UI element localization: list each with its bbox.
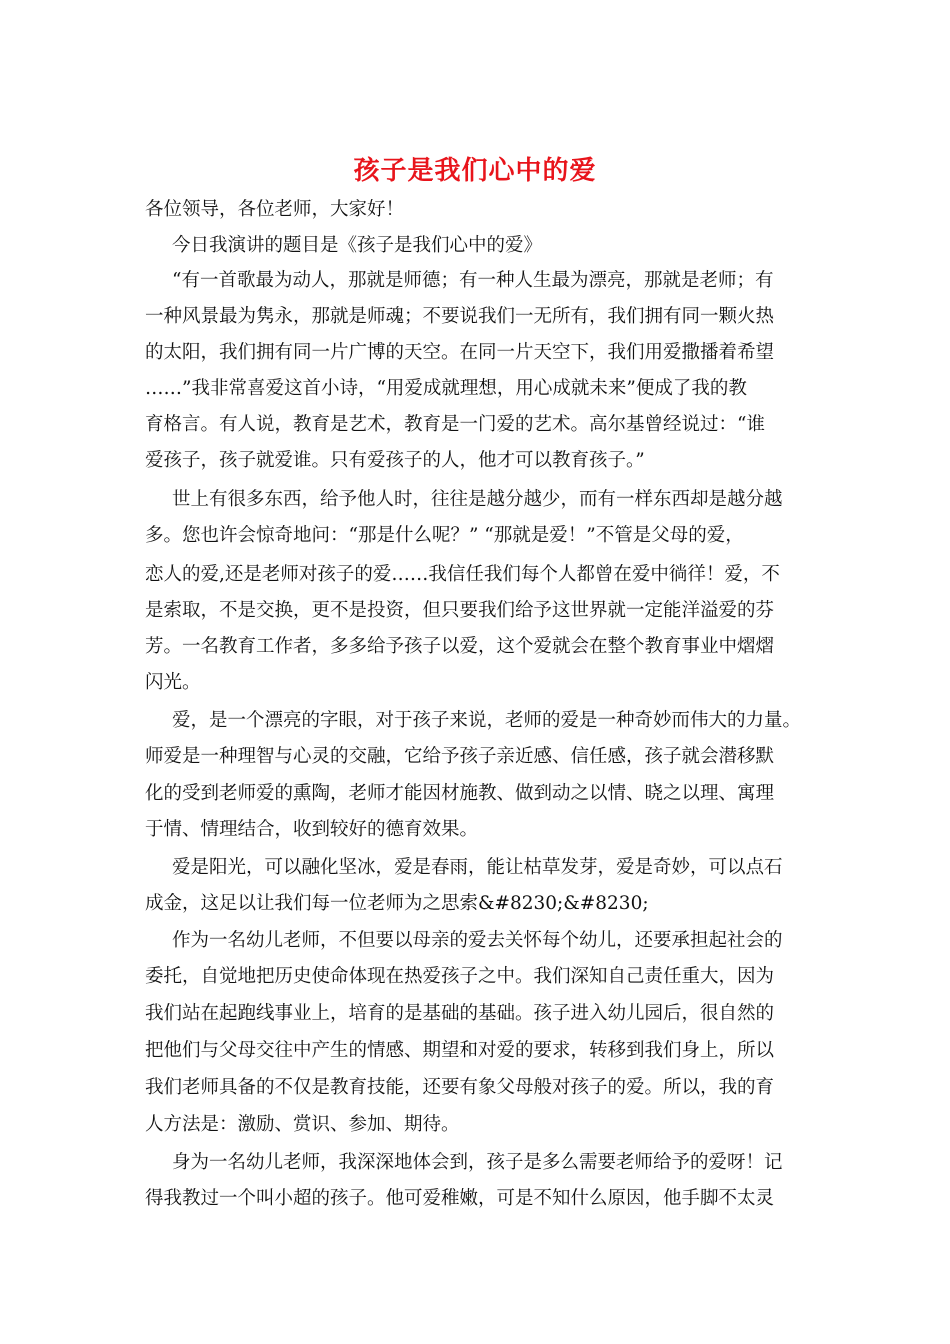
text-line: 一种风景最为隽永，那就是师魂；不要说我们一无所有，我们拥有同一颗火热: [145, 306, 775, 327]
text-line: “有一首歌最为动人，那就是师德；有一种人生最为漂亮，那就是老师；有: [172, 270, 774, 291]
text-line: 爱孩子，孩子就爱谁。只有爱孩子的人，他才可以教育孩子。”: [145, 450, 645, 471]
text-line: 我们站在起跑线事业上，培育的是基础的基础。孩子进入幼儿园后，很自然的: [145, 1003, 775, 1024]
text-line: 委托，自觉地把历史使命体现在热爱孩子之中。我们深知自己责任重大，因为: [145, 966, 775, 987]
text-line: 化的受到老师爱的熏陶，老师才能因材施教、做到动之以情、晓之以理、寓理: [145, 783, 775, 804]
text-line: 今日我演讲的题目是《孩子是我们心中的爱》: [172, 235, 543, 256]
text-line: 爱，是一个漂亮的字眼，对于孩子来说，老师的爱是一种奇妙而伟大的力量。: [172, 710, 802, 731]
text-line: 的太阳，我们拥有同一片广博的天空。在同一片天空下，我们用爱撒播着希望: [145, 342, 775, 363]
text-line: 作为一名幼儿老师，不但要以母亲的爱去关怀每个幼儿，还要承担起社会的: [172, 930, 783, 951]
text-line: 爱是阳光，可以融化坚冰，爱是春雨，能让枯草发芽，爱是奇妙，可以点石: [172, 857, 783, 878]
text-line: 人方法是：激励、赏识、参加、期待。: [145, 1114, 460, 1135]
document-title: 孩子是我们心中的爱: [353, 156, 597, 186]
text-line: 世上有很多东西，给予他人时，往往是越分越少，而有一样东西却是越分越: [172, 489, 783, 510]
text-line: 身为一名幼儿老师，我深深地体会到，孩子是多么需要老师给予的爱呀！记: [172, 1152, 783, 1173]
text-line: 把他们与父母交往中产生的情感、期望和对爱的要求，转移到我们身上，所以: [145, 1040, 775, 1061]
text-line: 于情、情理结合，收到较好的德育效果。: [145, 819, 479, 840]
text-line: 我们老师具备的不仅是教育技能，还要有象父母般对孩子的爱。所以，我的育: [145, 1077, 775, 1098]
text-line: 闪光。: [145, 672, 201, 693]
text-line: 多。您也许会惊奇地问：“那是什么呢？” “那就是爱！”不管是父母的爱，: [145, 525, 744, 546]
text-line: 恋人的爱,还是老师对孩子的爱……我信任我们每个人都曾在爱中徜徉！爱，不: [145, 564, 780, 585]
text-line: 各位领导，各位老师，大家好！: [145, 199, 405, 220]
text-line: 成金，这足以让我们每一位老师为之思索&#8230;&#8230;: [145, 893, 649, 914]
text-line: 得我教过一个叫小超的孩子。他可爱稚嫩，可是不知什么原因，他手脚不太灵: [145, 1188, 775, 1209]
text-line: 育格言。有人说，教育是艺术，教育是一门爱的艺术。高尔基曾经说过：“谁: [145, 414, 765, 435]
text-line: 芳。一名教育工作者，多多给予孩子以爱，这个爱就会在整个教育事业中熠熠: [145, 636, 775, 657]
text-line: ……”我非常喜爱这首小诗，“用爱成就理想，用心成就未来”便成了我的教: [145, 378, 747, 399]
text-line: 师爱是一种理智与心灵的交融，它给予孩子亲近感、信任感，孩子就会潜移默: [145, 746, 775, 767]
text-line: 是索取，不是交换，更不是投资，但只要我们给予这世界就一定能洋溢爱的芬: [145, 600, 775, 621]
